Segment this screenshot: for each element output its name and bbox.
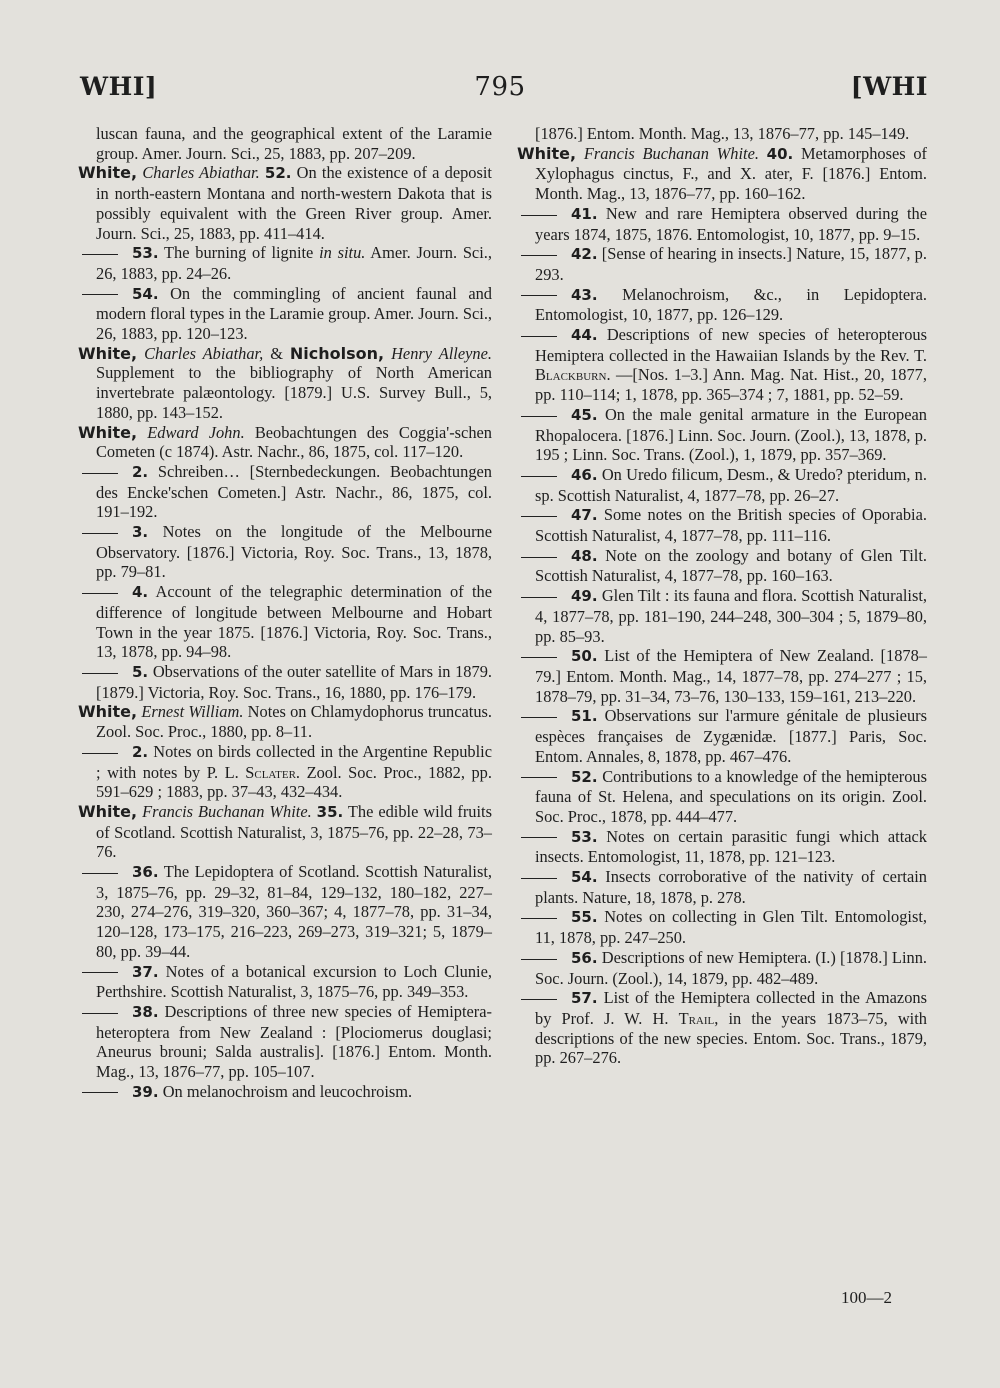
ditto-dash [82,294,118,295]
entry-text: Some notes on the British species of Oporabia. Scottish Naturalist, 4, 1877–78, pp. 111–116. [535,505,927,546]
bibliography-entry [517,988,927,1068]
right-column [517,124,927,1068]
entry-text: On the male genital armature in the European Rhopalocera. [1876.] Linn. Soc. Journ. (Zool.), 13, 1878, p. 195 ; Linn. Soc. Trans. (Zool.), 1, 1879, pp. 357–369. [535,404,927,465]
entry-number: 41. [571,204,598,223]
person-name-smallcaps: Sclater. [245,762,301,782]
entry-number: 53. [571,827,598,846]
bibliography-entry [517,646,927,706]
entry-text: On Uredo filicum, Desm., & Uredo? pteridum, n. sp. Scottish Naturalist, 4, 1877–78, pp. 26–27. [535,464,927,505]
entry-text: On melanochroism and leucochroism. [162,1081,413,1101]
left-column [78,124,492,1102]
entry-number: 55. [571,908,598,927]
author-forename: Francis Buchanan White. [583,143,759,163]
bibliography-entry [78,1002,492,1082]
bibliography-entry [78,582,492,662]
ditto-dash [521,717,557,718]
bibliography-entry [78,462,492,522]
bibliography-entry [78,702,492,741]
ditto-dash [521,959,557,960]
ditto-dash [521,295,557,296]
entry-text: Descriptions of new species of heteropterous Hemiptera collected in the Hawaiian Islands by the Rev. T. [535,325,927,365]
ditto-dash [521,557,557,558]
entry-text: Notes on Chlamydophorus truncatus. Zool. Soc. Proc., 1880, pp. 8–11. [96,702,492,742]
entry-text: Zool. Soc. Proc., 1882, pp. 591–629 ; 1883, pp. 37–43, 432–434. [96,762,492,802]
bibliography-entry [78,284,492,344]
coauthor-ampersand: & [270,343,283,363]
entry-text: Beobachtungen des Coggia'-schen Cometen (c 1874). Astr. Nachr., 86, 1875, col. 117–120. [96,422,492,462]
entry-number: 2. [132,462,149,481]
bibliography-entry [517,827,927,867]
bibliography-entry [517,546,927,586]
entry-number: 3. [132,523,149,542]
ditto-dash [82,593,118,594]
bibliography-entry [78,423,492,462]
bibliography-entry [78,522,492,582]
ditto-dash [521,336,557,337]
entry-number: 4. [132,583,149,602]
header-right-running-head: [WHI [850,72,928,101]
signature-mark: 100—2 [841,1288,892,1307]
entry-text: List of the Hemiptera collected in the Amazons by Prof. J. W. H. [535,988,927,1028]
entry-number: 52. [264,164,292,183]
entry-text: Amer. Journ. Sci., 26, 1883, pp. 24–26. [96,243,492,283]
entry-text: The burning of lignite [164,243,314,263]
entry-number: 54. [571,868,598,887]
bibliography-entry [78,742,492,802]
bibliography-entry [78,802,492,862]
entry-text: Descriptions of three new species of Hemiptera-heteroptera from New Zealand : [Plociomerus douglasi; Aneurus brouni; Salda australis]. [1876.] Entom. Month. Mag., 13, 1876–77, pp. 105–107. [96,1001,492,1082]
author-surname: White, [78,702,138,722]
header-left-running-head: WHI] [80,72,158,101]
entry-text: On the existence of a deposit in north-eastern Montana and north-western Dakota that is possibly equivalent with the Green River group. Amer. Journ. Sci., 25, 1883, pp. 411–414. [96,163,492,243]
entry-text: Contributions to a knowledge of the hemipterous fauna of St. Helena, and speculations on its origin. Zool. Soc. Proc., 1878, pp. 444–477. [535,766,927,826]
bibliography-entry [78,163,492,243]
bibliography-entry [517,505,927,545]
entry-number: 50. [571,647,598,666]
ditto-dash [82,673,118,674]
entry-number: 2. [132,742,149,761]
entry-text: On the commingling of ancient faunal and modern floral types in the Laramie group. Amer. Journ. Sci., 26, 1883, pp. 120–123. [96,283,493,344]
author-forename: Ernest William. [141,702,244,722]
entry-number: 51. [571,707,598,726]
bibliography-entry [517,586,927,646]
bibliography-entry [517,124,927,144]
bibliography-entry [78,1082,492,1103]
entry-text: Metamorphoses of Xylophagus cinctus, F., and X. ater, F. [1876.] Entom. Month. Mag., 13, 1876–77, pp. 160–162. [535,143,927,204]
entry-number: 45. [571,405,598,424]
bibliography-entry [78,962,492,1002]
entry-number: 56. [571,948,598,967]
coauthor-forename: Henry Alleyne. [391,343,492,363]
author-forename: Francis Buchanan White. [142,801,312,821]
bibliography-entry [517,144,927,204]
entry-italic: in situ. [319,243,366,263]
entry-number: 35. [316,802,344,821]
entry-number: 47. [571,506,598,525]
entry-number: 57. [571,989,598,1008]
ditto-dash [521,255,557,256]
entry-number: 36. [132,863,159,882]
author-surname: White, [78,163,138,183]
bibliography-entry [517,465,927,505]
entry-text: Account of the telegraphic determination of the difference of longitude between Melbourne and Hobart Town in the year 1875. [1876.] Victoria, Roy. Soc. Trans., 13, 1878, pp. 94–98. [96,582,492,662]
ditto-dash [521,416,557,417]
entry-text: Observations sur l'armure génitale de plusieurs espèces françaises de Zygænidæ. [1877.] Paris, Soc. Entom. Annales, 8, 1878, pp. 467–476. [535,706,927,766]
bibliography-entry [517,204,927,244]
author-surname: White, [78,343,138,363]
ditto-dash [82,473,118,474]
author-surname: White, [78,801,138,821]
entry-text: Glen Tilt : its fauna and flora. Scottish Naturalist, 4, 1877–78, pp. 181–190, 244–248, 300–304 ; 5, 1879–80, pp. 85–93. [535,586,927,646]
person-name-smallcaps: Blackburn. [535,365,611,385]
entry-text: [Sense of hearing in insects.] Nature, 15, 1877, p. 293. [535,244,927,284]
entry-number: 40. [766,144,794,163]
page-number: 795 [474,72,526,102]
bibliography-entry [78,124,492,163]
ditto-dash [82,1013,118,1014]
entry-text: Schreiben… [Sternbedeckungen. Beobachtungen des Encke'schen Cometen.] Astr. Nachr., 86, 1875, col. 191–192. [96,461,492,522]
entry-number: 39. [132,1082,159,1101]
bibliography-entry [517,405,927,465]
ditto-dash [521,918,557,919]
ditto-dash [82,254,118,255]
entry-text: Notes of a botanical excursion to Loch Clunie, Perthshire. Scottish Naturalist, 3, 1875–76, pp. 349–353. [96,961,492,1002]
ditto-dash [521,657,557,658]
entry-number: 49. [571,587,598,606]
entry-text: luscan fauna, and the geographical extent of the Laramie group. Amer. Journ. Sci., 25, 1883, pp. 207–209. [96,124,492,163]
entry-number: 52. [571,767,598,786]
ditto-dash [82,1092,118,1093]
entry-text: The edible wild fruits of Scotland. Scottish Naturalist, 3, 1875–76, pp. 22–28, 73–76. [96,801,492,862]
entry-number: 37. [132,962,159,981]
entry-text: Descriptions of new Hemiptera. (I.) [1878.] Linn. Soc. Journ. (Zool.), 14, 1879, pp. 482–489. [535,947,927,988]
ditto-dash [521,837,557,838]
entry-number: 38. [132,1002,159,1021]
author-forename: Edward John. [147,422,245,442]
ditto-dash [521,476,557,477]
bibliography-entry [78,662,492,702]
bibliography-entry [517,325,927,405]
entry-text: Notes on birds collected in the Argentine Republic ; with notes by P. L. [96,741,492,782]
bibliography-entry [517,285,927,325]
person-name-smallcaps: Trail, [678,1008,719,1028]
ditto-dash [521,999,557,1000]
entry-text: Supplement to the bibliography of North American invertebrate palæontology. [1879.] U.S. Survey Bull., 5, 1880, pp. 143–152. [96,363,492,422]
entry-text: Observations of the outer satellite of Mars in 1879. [1879.] Victoria, Roy. Soc. Trans., 16, 1880, pp. 176–179. [96,661,492,702]
author-surname: White, [517,143,577,163]
entry-number: 44. [571,326,598,345]
entry-text: List of the Hemiptera of New Zealand. [1878–79.] Entom. Month. Mag., 14, 1877–78, pp. 274–277 ; 15, 1878–79, pp. 31–34, 73–76, 130–133, 159–161, 213–220. [535,646,927,706]
entry-text: Note on the zoology and botany of Glen Tilt. Scottish Naturalist, 4, 1877–78, pp. 160–163. [535,545,927,586]
entry-text: in the years 1873–75, with descriptions of the new species. Entom. Soc. Trans., 1879, pp. 267–276. [535,1008,927,1068]
bibliography-entry [517,948,927,988]
bibliography-entry [517,907,927,947]
bibliography-entry [517,767,927,827]
ditto-dash [521,597,557,598]
ditto-dash [82,753,118,754]
author-forename: Charles Abiathar. [142,163,260,183]
entry-number: 53. [132,244,159,263]
entry-text: Notes on the longitude of the Melbourne Observatory. [1876.] Victoria, Roy. Soc. Trans., 13, 1878, pp. 79–81. [96,522,492,582]
entry-text: The Lepidoptera of Scotland. Scottish Naturalist, 3, 1875–76, pp. 29–32, 81–84, 129–132, 180–182, 227–230, 274–276, 319–320, 360–367; 4, 1877–78, pp. 31–34, 120–128, 173–175, 216–223, 269–273, 319–321; 5, 1879–80, pp. 39–44. [96,862,492,961]
coauthor-surname: Nicholson, [289,343,385,363]
entry-text: New and rare Hemiptera observed during the years 1874, 1875, 1876. Entomologist, 10, 1877, pp. 9–15. [535,203,927,244]
entry-text: Melanochroism, &c., in Lepidoptera. Entomologist, 10, 1877, pp. 126–129. [535,284,927,325]
ditto-dash [521,878,557,879]
entry-number: 48. [571,546,598,565]
bibliography-entry [517,867,927,907]
entry-text: Notes on certain parasitic fungi which attack insects. Entomologist, 11, 1878, pp. 121–123. [535,826,927,867]
bibliography-entry [517,244,927,284]
entry-number: 54. [132,284,159,303]
entry-text: [1876.] Entom. Month. Mag., 13, 1876–77, pp. 145–149. [535,124,910,143]
bibliography-entry [517,706,927,766]
bibliography-entry [78,862,492,962]
ditto-dash [521,516,557,517]
entry-number: 46. [571,465,598,484]
author-surname: White, [78,422,138,442]
bibliography-entry [78,344,492,423]
entry-number: 5. [132,662,149,681]
ditto-dash [82,533,118,534]
ditto-dash [82,972,118,973]
author-forename: Charles Abiathar, [144,343,264,363]
bibliography-entry [78,243,492,283]
entry-number: 42. [571,245,598,264]
entry-number: 43. [571,285,598,304]
entry-text: —[Nos. 1–3.] Ann. Mag. Nat. Hist., 20, 1877, pp. 110–114; 1, 1878, pp. 365–374 ; 7, 1881, pp. 52–59. [535,365,927,405]
ditto-dash [521,215,557,216]
ditto-dash [82,873,118,874]
entry-text: Notes on collecting in Glen Tilt. Entomologist, 11, 1878, pp. 247–250. [535,907,927,948]
ditto-dash [521,777,557,778]
entry-text: Insects corroborative of the nativity of certain plants. Nature, 18, 1878, p. 278. [535,867,927,907]
